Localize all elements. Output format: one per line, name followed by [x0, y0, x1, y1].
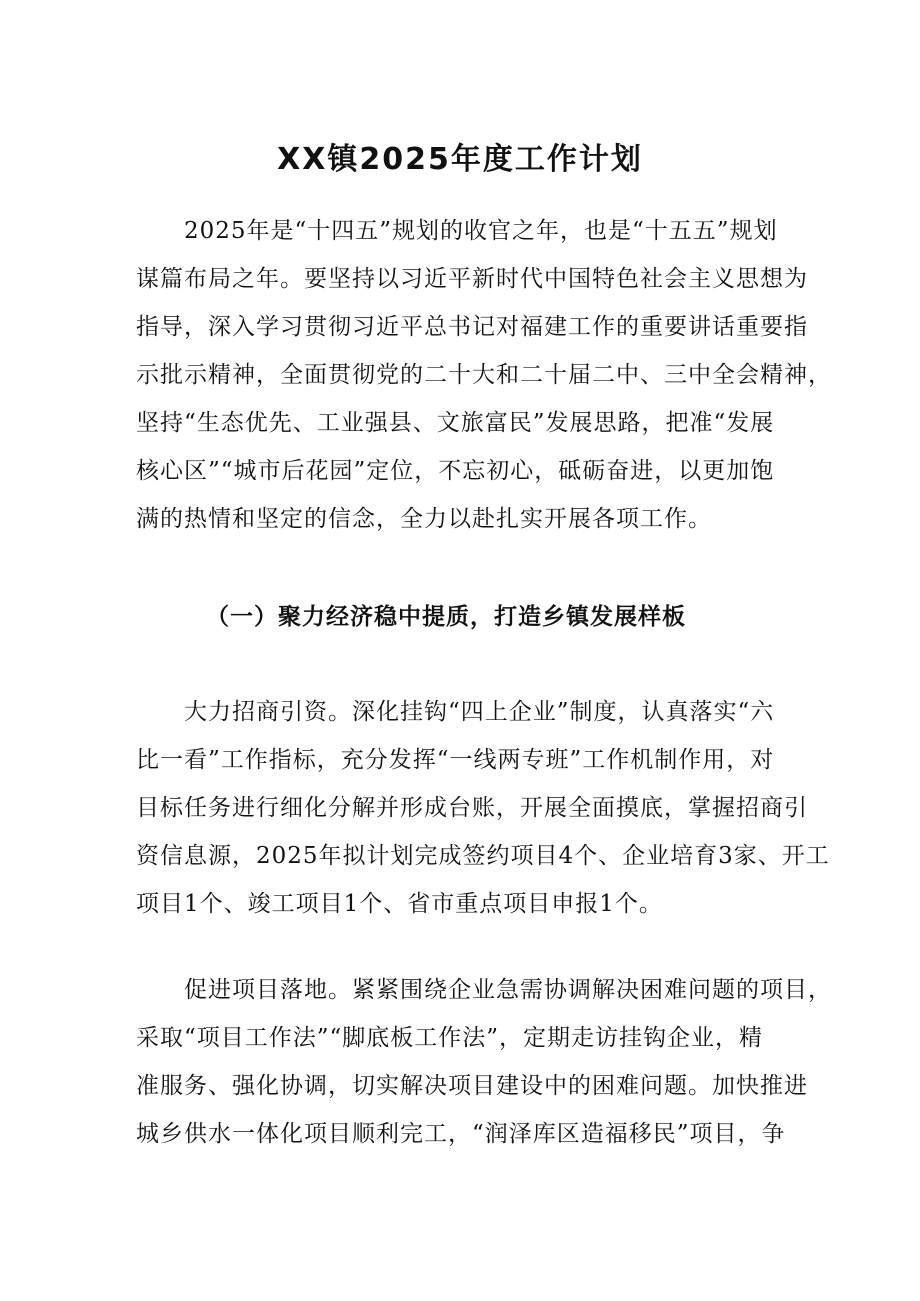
paragraph-line: 指导，深入学习贯彻习近平总书记对福建工作的重要讲话重要指 [136, 314, 808, 340]
paragraph-line: 城乡供水一体化项目顺利完工，“润泽库区造福移民”项目，争 [136, 1121, 786, 1147]
projects-paragraph [136, 966, 832, 1158]
paragraph-line: 项目1个、竣工项目1个、省市重点项目申报1个。 [136, 891, 663, 917]
paragraph-line: 满的热情和坚定的信念，全力以赴扎实开展各项工作。 [136, 506, 712, 532]
paragraph-line: 促进项目落地。紧紧围绕企业急需协调解决困难问题的项目， [184, 977, 832, 1003]
paragraph-line: 大力招商引资。深化挂钩“四上企业”制度，认真落实“六 [184, 699, 775, 725]
intro-paragraph [136, 207, 832, 543]
document-title: XX镇2025年度工作计划 [277, 142, 643, 177]
paragraph-line: 资信息源，2025年拟计划完成签约项目4个、企业培育3家、开工 [136, 843, 830, 869]
paragraph-line: 采取“项目工作法”“脚底板工作法”，定期走访挂钩企业，精 [136, 1025, 764, 1051]
section-heading: （一）聚力经济稳中提质，打造乡镇发展样板 [206, 603, 686, 630]
investment-paragraph [136, 688, 830, 928]
paragraph-line: 坚持“生态优先、工业强县、文旅富民”发展思路，把准“发展 [136, 410, 775, 436]
paragraph-line: 目标任务进行细化分解并形成台账，开展全面摸底，掌握招商引 [136, 795, 808, 821]
paragraph-line: 2025年是“十四五”规划的收官之年，也是“十五五”规划 [184, 218, 778, 244]
paragraph-line: 核心区”“城市后花园”定位，不忘初心，砥砺奋进，以更加饱 [136, 458, 775, 484]
paragraph-line: 示批示精神，全面贯彻党的二十大和二十届二中、三中全会精神， [136, 362, 832, 388]
paragraph-line: 比一看”工作指标，充分发挥“一线两专班”工作机制作用，对 [136, 747, 775, 773]
paragraph-line: 谋篇布局之年。要坚持以习近平新时代中国特色社会主义思想为 [136, 266, 808, 292]
paragraph-line: 准服务、强化协调，切实解决项目建设中的困难问题。加快推进 [136, 1073, 808, 1099]
